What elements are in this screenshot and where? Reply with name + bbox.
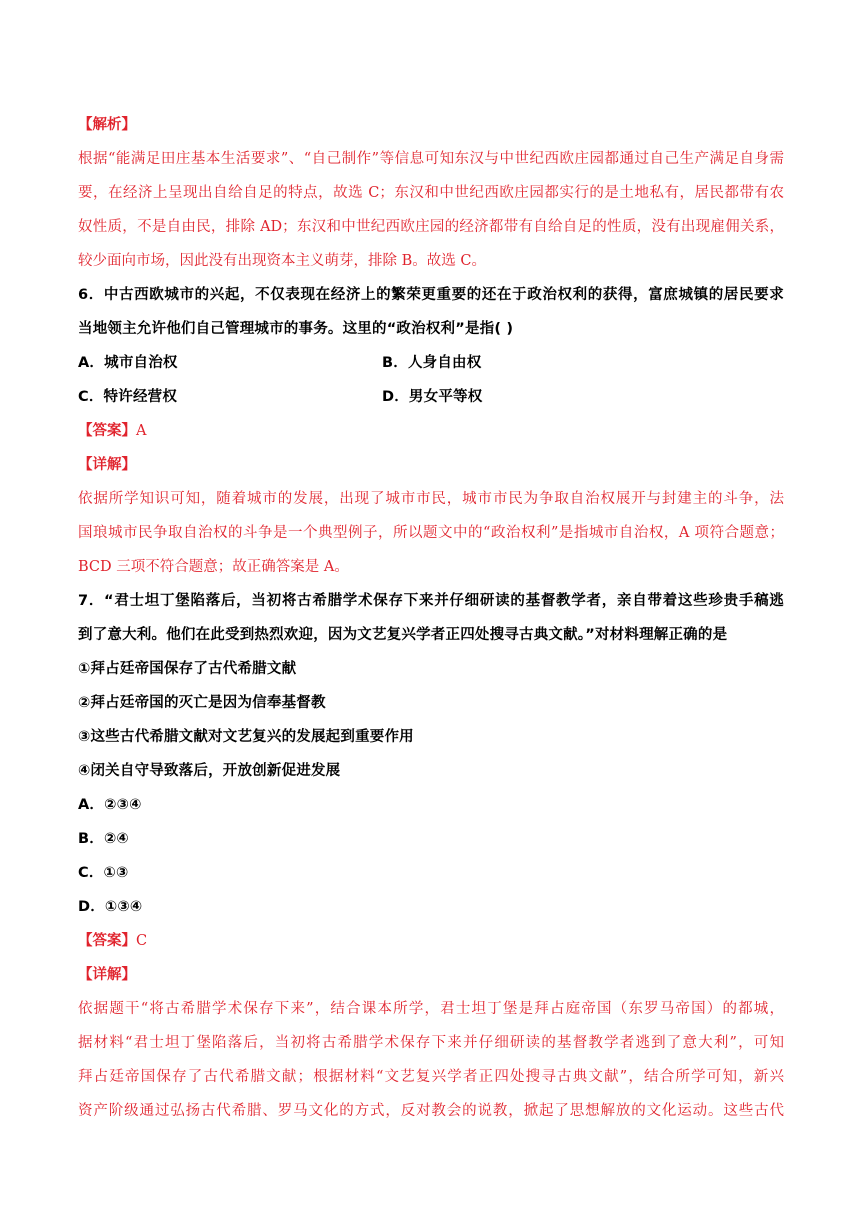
q7-option-b: B．②④	[78, 831, 129, 847]
q7-option-d: D．①③④	[78, 899, 143, 915]
q6-detail-label: 【详解】	[78, 456, 136, 473]
q7-statement-2: ②拜占廷帝国的灭亡是因为信奉基督教	[78, 695, 326, 711]
q6-option-a: A．城市自治权	[78, 355, 178, 371]
q7-answer-value: C	[136, 933, 148, 949]
q7-stem-line-2: 到了意大利。他们在此受到热烈欢迎，因为文艺复兴学者正四处搜寻古典文献。”对材料理解正确的是	[78, 627, 728, 643]
analysis-line-3: 奴性质，不是自由民，排除 AD；东汉和中世纪西欧庄园的经济都带有自给自足的性质，没有出现雇佣关系，	[78, 219, 784, 235]
q6-detail-line-3: BCD 三项不符合题意；故正确答案是 A。	[78, 559, 349, 575]
q6-option-d: D．男女平等权	[382, 389, 483, 405]
q6-detail-line-2: 国琅城市民争取自治权的斗争是一个典型例子，所以题文中的“政治权利”是指城市自治权，A 项符合题意；	[78, 525, 784, 541]
analysis-label: 【解析】	[78, 116, 136, 133]
q7-option-c: C．①③	[78, 865, 129, 881]
q7-detail-label: 【详解】	[78, 966, 136, 983]
q7-statement-4: ④闭关自守导致落后，开放创新促进发展	[78, 763, 341, 779]
analysis-line-2: 要，在经济上呈现出自给自足的特点，故选 C；东汉和中世纪西欧庄园都实行的是土地私有，居民都带有农	[78, 185, 784, 201]
q6-stem-line-1: 6．中古西欧城市的兴起，不仅表现在经济上的繁荣更重要的还在于政治权利的获得，富庶城镇的居民要求	[78, 287, 784, 303]
q6-detail-line-1: 依据所学知识可知，随着城市的发展，出现了城市市民，城市市民为争取自治权展开与封建主的斗争，法	[78, 491, 784, 507]
q6-option-b: B．人身自由权	[382, 355, 482, 371]
q7-detail-line-2: 据材料“君士坦丁堡陷落后，当初将古希腊学术保存下来并仔细研读的基督教学者逃到了意大利”，可知	[78, 1035, 784, 1051]
q6-options-row-2	[78, 380, 784, 414]
q6-answer	[78, 414, 784, 448]
q6-option-c: C．特许经营权	[78, 389, 178, 405]
q7-option-a: A．②③④	[78, 797, 142, 813]
analysis-line-4: 较少面向市场，因此没有出现资本主义萌芽，排除 B。故选 C。	[78, 253, 486, 269]
q6-answer-label: 【答案】	[78, 422, 136, 439]
q7-answer	[78, 924, 784, 958]
q7-stem-line-1: 7．“君士坦丁堡陷落后，当初将古希腊学术保存下来并仔细研读的基督教学者，亲自带着这些珍贵手稿逃	[78, 593, 784, 609]
q7-detail-line-1: 依据题干“将古希腊学术保存下来”，结合课本所学，君士坦丁堡是拜占庭帝国（东罗马帝国）的都城，	[78, 1001, 784, 1017]
q7-detail-line-3: 拜占廷帝国保存了古代希腊文献；根据材料“文艺复兴学者正四处搜寻古典文献”，结合所学可知，新兴	[78, 1069, 784, 1085]
analysis-line-1: 根据“能满足田庄基本生活要求”、“自己制作”等信息可知东汉与中世纪西欧庄园都通过自己生产满足自身需	[78, 151, 784, 167]
q7-detail-line-4: 资产阶级通过弘扬古代希腊、罗马文化的方式，反对教会的说教，掀起了思想解放的文化运动。这些古代	[78, 1103, 784, 1119]
q6-answer-value: A	[136, 423, 147, 439]
page-content	[78, 108, 784, 1128]
q6-options-row-1	[78, 346, 784, 380]
q6-stem-line-2: 当地领主允许他们自己管理城市的事务。这里的“政治权利”是指( )	[78, 321, 514, 337]
q7-statement-1: ①拜占廷帝国保存了古代希腊文献	[78, 661, 297, 677]
q7-answer-label: 【答案】	[78, 932, 136, 949]
q7-statement-3: ③这些古代希腊文献对文艺复兴的发展起到重要作用	[78, 729, 414, 745]
